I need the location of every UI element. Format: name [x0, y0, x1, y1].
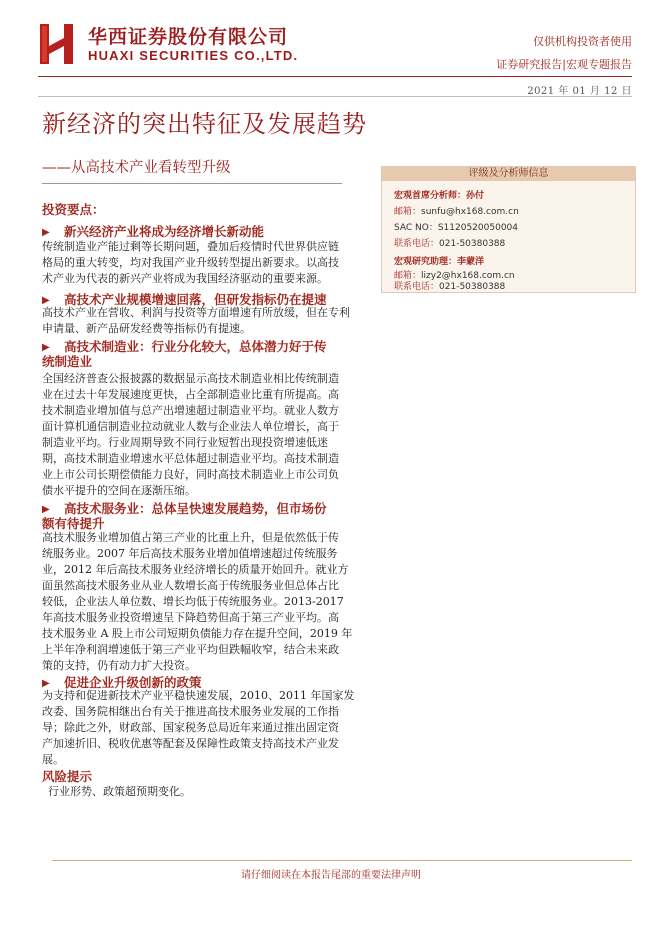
text-line: 技术服务业 A 股上市公司短期负债能力存在提升空间，2019 年	[42, 627, 353, 640]
bullet-marker-icon: ▶	[42, 295, 50, 306]
assistant-label: 宏观研究助理：	[394, 257, 458, 267]
assistant-phone-label: 联系电话：	[394, 282, 440, 292]
bullet-heading-4-cont: 额有待提升	[42, 516, 105, 531]
text-line: 业上市公司长期偿债能力良好，同时高技术制造业上市公司负	[42, 468, 339, 481]
assistant-name: 李蒙洋	[457, 257, 485, 267]
text-line: 格局的重大转变，均对我国产业升级转型提出新要求。以高技	[42, 256, 339, 269]
assistant-line	[394, 254, 484, 267]
lead-phone-label: 联系电话：	[394, 239, 440, 249]
bullet-paragraph-1	[42, 239, 372, 287]
bullet-paragraph-5	[42, 688, 372, 768]
analyst-info-box	[381, 166, 636, 293]
report-title: 新经济的突出特征及发展趋势	[42, 110, 367, 138]
bullet-marker-icon: ▶	[42, 227, 50, 238]
assistant-email-link[interactable]: lizy2@hx168.com.cn	[421, 271, 515, 281]
text-line: 高技术产业在营收、利润与投资等方面增速有所放缓，但在专利	[42, 306, 350, 319]
text-line: 制造业平均。行业周期导致不同行业短暂出现投资增速低迷	[42, 436, 328, 449]
text-line: 业，2012 年后高技术服务业经济增长的质量开始回升。就业方	[42, 563, 349, 576]
company-name-cn: 华西证券股份有限公司	[88, 26, 289, 48]
bullet-paragraph-3	[42, 371, 372, 499]
text-line: 较低，企业法人单位数、增长均低于传统服务业。2013-2017	[42, 595, 344, 608]
text-line: 改委、国务院相继出台有关于推进高技术服务业发展的工作指	[42, 705, 339, 718]
report-category: 证券研究报告|宏观专题报告	[496, 58, 632, 71]
company-name-en: HUAXI SECURITIES CO.,LTD.	[88, 48, 299, 63]
assistant-phone-line	[394, 279, 505, 292]
risk-text: 行业形势、政策超预期变化。	[48, 785, 191, 798]
bullet-paragraph-2	[42, 305, 372, 337]
lead-sac-number: SAC NO：S1120520050004	[394, 223, 518, 233]
bullet-title: 高技术制造业：行业分化较大，总体潜力好于传	[64, 339, 327, 354]
text-line: 年高技术服务业投资增速呈下降趋势但高于第三产业平均。高	[42, 611, 339, 624]
text-line: 面计算机通信制造业拉动就业人数与企业法人单位增长，高于	[42, 420, 339, 433]
lead-analyst-label: 宏观首席分析师：	[394, 191, 467, 201]
assistant-email-label: 邮箱：	[394, 271, 422, 281]
bullet-title: 高技术产业规模增速回落，但研发指标仍在提速	[64, 292, 327, 307]
text-line: 术产业为代表的新兴产业将成为我国经济驱动的重要来源。	[42, 272, 328, 285]
subtitle-underline	[42, 183, 342, 184]
lead-analyst-line	[394, 188, 484, 201]
text-line: 产加速折旧、税收优惠等配套及保障性政策支持高技术产业发	[42, 737, 339, 750]
key-points-heading: 投资要点：	[42, 202, 105, 217]
text-line: 传统制造业产能过剩等长期问题，叠加后疫情时代世界供应链	[42, 240, 339, 253]
lead-phone-value: 021-50380388	[439, 239, 506, 249]
lead-email-line	[394, 204, 519, 217]
text-line: 高技术服务业增加值占第三产业的比重上升，但是依然低于传	[42, 531, 339, 544]
risk-heading: 风险提示	[42, 769, 93, 784]
analyst-box-heading: 评级及分析师信息	[382, 167, 635, 181]
bullet-title: 促进企业升级创新的政策	[64, 675, 202, 690]
lead-email-label: 邮箱：	[394, 207, 422, 217]
bullet-marker-icon: ▶	[42, 342, 50, 353]
text-line: 申请量、新产品研发经费等指标仍有提速。	[42, 322, 251, 335]
lead-email-link[interactable]: sunfu@hx168.com.cn	[421, 207, 519, 217]
text-line: 统服务业。2007 年后高技术服务业增加值增速超过传统服务	[42, 547, 338, 560]
bullet-marker-icon: ▶	[42, 678, 50, 689]
text-line: 期，高技术制造业增速水平总体超过制造业平均。高技术制造	[42, 452, 339, 465]
audience-note: 仅供机构投资者使用	[533, 35, 632, 48]
header-divider	[38, 76, 632, 77]
text-line: 策的支持，仍有动力扩大投资。	[42, 659, 196, 672]
legal-disclaimer-link[interactable]: 请仔细阅读在本报告尾部的重要法律声明	[241, 870, 421, 881]
bullet-heading-1	[42, 222, 264, 240]
assistant-phone-value: 021-50380388	[439, 282, 506, 292]
text-line: 展。	[42, 753, 64, 766]
huaxi-logo-icon	[40, 24, 73, 64]
text-line: 业在过去十年发展速度更快，占全部制造业比重有所提高。高	[42, 388, 339, 401]
date-divider	[38, 96, 632, 97]
bullet-title: 新兴经济产业将成为经济增长新动能	[64, 224, 265, 239]
text-line: 全国经济普查公报披露的数据显示高技术制造业相比传统制造	[42, 372, 339, 385]
text-line: 面虽然高技术服务业从业人数增长高于传统服务业但总体占比	[42, 579, 339, 592]
text-line: 导；除此之外，财政部、国家税务总局近年来通过推出固定资	[42, 721, 339, 734]
lead-analyst-name: 孙付	[466, 191, 485, 201]
bullet-paragraph-4	[42, 530, 372, 674]
lead-phone-line	[394, 236, 505, 249]
report-subtitle: ——从高技术产业看转型升级	[42, 160, 231, 176]
footer-divider	[52, 860, 632, 861]
report-date: 2021 年 01 月 12 日	[527, 86, 632, 97]
bullet-heading-3-cont: 统制造业	[42, 354, 93, 369]
text-line: 债水平提升的空间在逐渐压缩。	[42, 484, 196, 497]
text-line: 为支持和促进新技术产业平稳快速发展，2010、2011 年国家发	[42, 689, 355, 702]
text-line: 上半年净利润增速低于第三产业平均但跌幅收窄，结合未来政	[42, 643, 339, 656]
text-line: 技术制造业增加值与总产出增速超过制造业平均。就业人数方	[42, 404, 339, 417]
bullet-title: 高技术服务业：总体呈快速发展趋势，但市场份	[64, 501, 327, 516]
bullet-marker-icon: ▶	[42, 504, 50, 515]
